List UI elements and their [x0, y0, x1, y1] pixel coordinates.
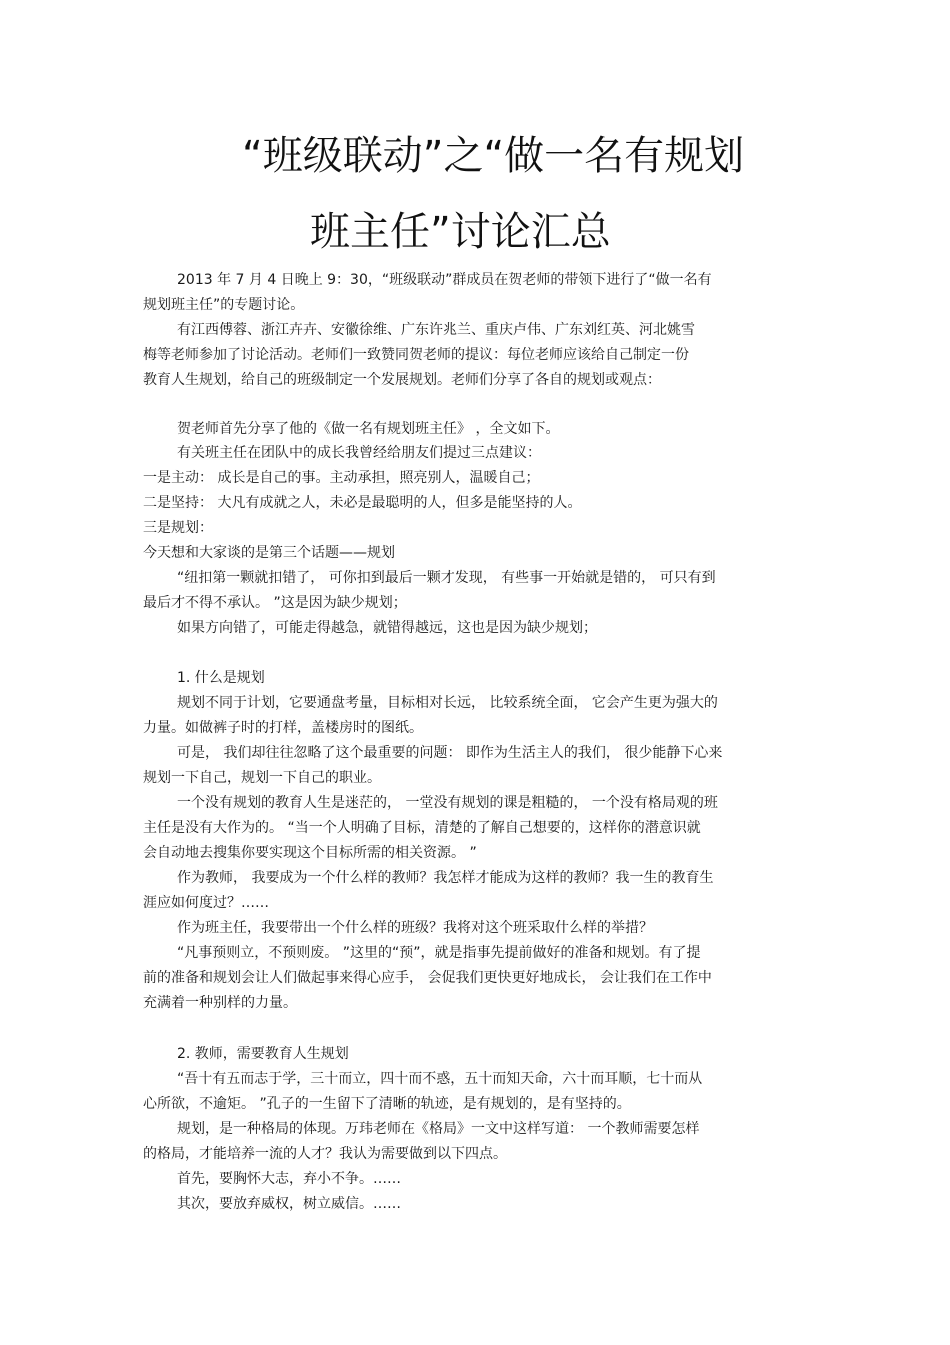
paragraph-line: 规划，是一种格局的体现。万玮老师在《格局》一文中这样写道： 一个教师需要怎样 — [177, 1121, 700, 1137]
paragraph-line: 规划不同于计划，它要通盘考量，目标相对长远， 比较系统全面， 它会产生更为强大的 — [177, 695, 718, 711]
paragraph-line: 2013 年 7 月 4 日晚上 9：30，“班级联动”群成员在贺老师的带领下进行了“做一名有 — [177, 272, 712, 288]
paragraph-line: 一个没有规划的教育人生是迷茫的， 一堂没有规划的课是粗糙的， 一个没有格局观的班 — [177, 795, 718, 811]
paragraph-line: 梅等老师参加了讨论活动。老师们一致赞同贺老师的提议：每位老师应该给自己制定一份 — [143, 347, 689, 363]
paragraph-line: 最后才不得不承认。 ”这是因为缺少规划； — [143, 595, 407, 611]
paragraph-line: 其次，要放弃威权，树立威信。…… — [177, 1196, 401, 1212]
paragraph-line: 作为班主任，我要带出一个什么样的班级？我将对这个班采取什么样的举措？ — [177, 920, 653, 936]
paragraph-line: 今天想和大家谈的是第三个话题——规划 — [143, 545, 395, 561]
paragraph-line: 有关班主任在团队中的成长我曾经给朋友们提过三点建议： — [177, 445, 541, 461]
paragraph-line: 贺老师首先分享了他的《做一名有规划班主任》 ，全文如下。 — [177, 421, 560, 437]
paragraph-line: 力量。如做裤子时的打样，盖楼房时的图纸。 — [143, 720, 423, 736]
paragraph-line: “凡事预则立，不预则废。 ”这里的“预”，就是指事先提前做好的准备和规划。有了提 — [177, 945, 701, 961]
paragraph-line: “吾十有五而志于学，三十而立，四十而不惑，五十而知天命，六十而耳顺，七十而从 — [177, 1071, 703, 1087]
paragraph-line: 如果方向错了，可能走得越急，就错得越远，这也是因为缺少规划； — [177, 620, 597, 636]
paragraph-line: 涯应如何度过？…… — [143, 895, 269, 911]
document-title-line-2: 班主任”讨论汇总 — [310, 209, 611, 255]
paragraph-line: 充满着一种别样的力量。 — [143, 995, 297, 1011]
section-heading: 2. 教师，需要教育人生规划 — [177, 1046, 349, 1062]
paragraph-line: “纽扣第一颗就扣错了， 可你扣到最后一颗才发现， 有些事一开始就是错的， 可只有到 — [177, 570, 716, 586]
paragraph-line: 前的准备和规划会让人们做起事来得心应手， 会促我们更快更好地成长， 会让我们在工作中 — [143, 970, 712, 986]
paragraph-line: 三是规划： — [143, 520, 213, 536]
paragraph-line: 心所欲，不逾矩。 ”孔子的一生留下了清晰的轨迹，是有规划的，是有坚持的。 — [143, 1096, 631, 1112]
paragraph-line: 首先，要胸怀大志，弃小不争。…… — [177, 1171, 401, 1187]
paragraph-line: 会自动地去搜集你要实现这个目标所需的相关资源。 ” — [143, 845, 477, 861]
paragraph-line: 作为教师， 我要成为一个什么样的教师？我怎样才能成为这样的教师？我一生的教育生 — [177, 870, 714, 886]
paragraph-line: 一是主动： 成长是自己的事。主动承担，照亮别人，温暖自己； — [143, 470, 540, 486]
paragraph-line: 教育人生规划，给自己的班级制定一个发展规划。老师们分享了各自的规划或观点： — [143, 372, 661, 388]
paragraph-line: 可是， 我们却往往忽略了这个最重要的问题： 即作为生活主人的我们， 很少能静下心来 — [177, 745, 723, 761]
paragraph-line: 有江西傅蓉、浙江卉卉、安徽徐维、广东许兆兰、重庆卢伟、广东刘红英、河北姚雪 — [177, 322, 695, 338]
paragraph-line: 二是坚持： 大凡有成就之人，未必是最聪明的人，但多是能坚持的人。 — [143, 495, 582, 511]
document-title-line-1: “班级联动”之“做一名有规划 — [242, 133, 745, 179]
paragraph-line: 规划一下自己，规划一下自己的职业。 — [143, 770, 381, 786]
paragraph-line: 的格局，才能培养一流的人才？我认为需要做到以下四点。 — [143, 1146, 507, 1162]
paragraph-line: 规划班主任”的专题讨论。 — [143, 297, 305, 313]
section-heading: 1. 什么是规划 — [177, 670, 265, 686]
paragraph-line: 主任是没有大作为的。 “当一个人明确了目标，清楚的了解自己想要的，这样你的潜意识就 — [143, 820, 701, 836]
